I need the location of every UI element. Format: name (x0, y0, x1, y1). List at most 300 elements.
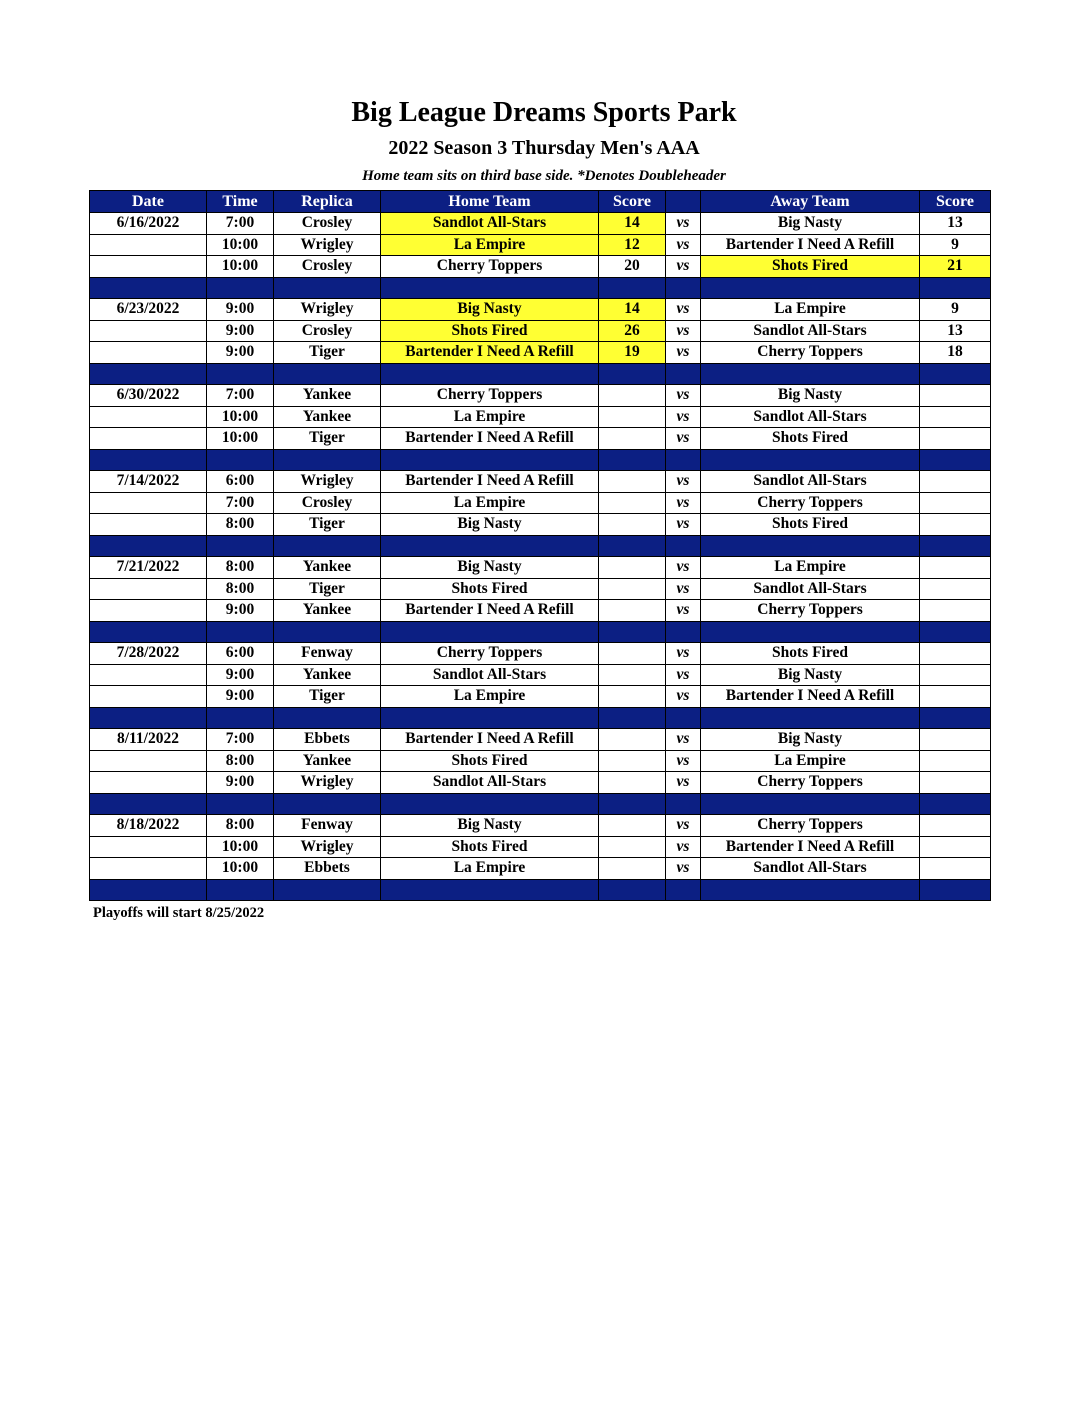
time-cell: 7:00 (207, 213, 274, 235)
away-score-cell (920, 815, 991, 837)
replica-cell: Fenway (274, 643, 381, 665)
separator-cell (207, 793, 274, 815)
vs-cell: vs (666, 815, 701, 837)
away-team-cell: Bartender I Need A Refill (701, 686, 920, 708)
date-cell (90, 750, 207, 772)
separator-cell (701, 277, 920, 299)
home-score-cell: 26 (599, 320, 666, 342)
separator-cell (599, 621, 666, 643)
time-cell: 10:00 (207, 836, 274, 858)
table-row (90, 342, 991, 364)
table-row (90, 643, 991, 665)
away-team-cell: Cherry Toppers (701, 772, 920, 794)
home-score-cell (599, 750, 666, 772)
home-team-cell: Sandlot All-Stars (381, 772, 599, 794)
date-cell (90, 406, 207, 428)
replica-cell: Tiger (274, 686, 381, 708)
home-score-cell (599, 729, 666, 751)
time-cell: 10:00 (207, 234, 274, 256)
home-team-cell: Big Nasty (381, 815, 599, 837)
replica-cell: Tiger (274, 514, 381, 536)
table-row (90, 514, 991, 536)
away-team-cell: Shots Fired (701, 256, 920, 278)
week-separator-row (90, 793, 991, 815)
away-team-cell: Sandlot All-Stars (701, 578, 920, 600)
separator-cell (207, 277, 274, 299)
away-team-cell: Cherry Toppers (701, 492, 920, 514)
replica-cell: Wrigley (274, 471, 381, 493)
page-subtitle: 2022 Season 3 Thursday Men's AAA (388, 137, 700, 159)
separator-cell (207, 535, 274, 557)
home-team-cell: Cherry Toppers (381, 385, 599, 407)
time-cell: 7:00 (207, 729, 274, 751)
schedule-body (90, 213, 991, 901)
col-header-date: Date (90, 191, 207, 213)
replica-cell: Ebbets (274, 729, 381, 751)
schedule-table (89, 190, 991, 901)
separator-cell (599, 879, 666, 901)
separator-cell (90, 535, 207, 557)
away-team-cell: Sandlot All-Stars (701, 406, 920, 428)
time-cell: 9:00 (207, 299, 274, 321)
separator-cell (381, 449, 599, 471)
separator-cell (274, 793, 381, 815)
date-cell (90, 600, 207, 622)
table-header-row (90, 191, 991, 213)
home-team-cell: Shots Fired (381, 750, 599, 772)
separator-cell (381, 363, 599, 385)
week-separator-row (90, 363, 991, 385)
separator-cell (90, 277, 207, 299)
week-separator-row (90, 707, 991, 729)
away-score-cell: 18 (920, 342, 991, 364)
home-team-cell: Sandlot All-Stars (381, 664, 599, 686)
away-score-cell: 9 (920, 234, 991, 256)
table-row (90, 858, 991, 880)
separator-cell (666, 277, 701, 299)
vs-cell: vs (666, 858, 701, 880)
away-score-cell: 13 (920, 320, 991, 342)
separator-cell (920, 277, 991, 299)
replica-cell: Yankee (274, 385, 381, 407)
home-score-cell (599, 836, 666, 858)
col-header-vs (666, 191, 701, 213)
separator-cell (701, 879, 920, 901)
separator-cell (666, 535, 701, 557)
separator-cell (90, 707, 207, 729)
home-team-cell: La Empire (381, 406, 599, 428)
vs-cell: vs (666, 320, 701, 342)
separator-cell (207, 879, 274, 901)
date-cell (90, 492, 207, 514)
replica-cell: Yankee (274, 557, 381, 579)
separator-cell (666, 621, 701, 643)
away-score-cell (920, 514, 991, 536)
date-cell: 8/18/2022 (90, 815, 207, 837)
separator-cell (701, 449, 920, 471)
page-title: Big League Dreams Sports Park (351, 97, 737, 128)
table-row (90, 213, 991, 235)
away-team-cell: Big Nasty (701, 664, 920, 686)
home-team-cell: Bartender I Need A Refill (381, 600, 599, 622)
home-score-cell: 14 (599, 213, 666, 235)
table-row (90, 406, 991, 428)
home-team-cell: La Empire (381, 492, 599, 514)
separator-cell (274, 449, 381, 471)
replica-cell: Yankee (274, 406, 381, 428)
away-score-cell (920, 750, 991, 772)
away-score-cell (920, 385, 991, 407)
vs-cell: vs (666, 600, 701, 622)
replica-cell: Yankee (274, 750, 381, 772)
separator-cell (666, 363, 701, 385)
separator-cell (274, 621, 381, 643)
away-team-cell: La Empire (701, 750, 920, 772)
week-separator-row (90, 277, 991, 299)
table-row (90, 750, 991, 772)
col-header-away-score: Score (920, 191, 991, 213)
separator-cell (701, 707, 920, 729)
date-cell: 7/21/2022 (90, 557, 207, 579)
home-team-cell: Bartender I Need A Refill (381, 729, 599, 751)
separator-cell (599, 277, 666, 299)
table-row (90, 686, 991, 708)
time-cell: 10:00 (207, 858, 274, 880)
replica-cell: Yankee (274, 664, 381, 686)
separator-cell (207, 449, 274, 471)
home-team-cell: Shots Fired (381, 836, 599, 858)
replica-cell: Crosley (274, 492, 381, 514)
col-header-away-team: Away Team (701, 191, 920, 213)
home-team-cell: Shots Fired (381, 320, 599, 342)
separator-cell (90, 621, 207, 643)
away-score-cell (920, 471, 991, 493)
vs-cell: vs (666, 750, 701, 772)
replica-cell: Wrigley (274, 836, 381, 858)
away-team-cell: Sandlot All-Stars (701, 471, 920, 493)
time-cell: 10:00 (207, 256, 274, 278)
date-cell: 8/11/2022 (90, 729, 207, 751)
separator-cell (599, 707, 666, 729)
vs-cell: vs (666, 428, 701, 450)
home-team-cell: Cherry Toppers (381, 643, 599, 665)
away-score-cell (920, 428, 991, 450)
date-cell: 6/23/2022 (90, 299, 207, 321)
separator-cell (920, 363, 991, 385)
vs-cell: vs (666, 578, 701, 600)
date-cell (90, 686, 207, 708)
away-team-cell: Big Nasty (701, 729, 920, 751)
time-cell: 7:00 (207, 385, 274, 407)
date-cell: 7/28/2022 (90, 643, 207, 665)
vs-cell: vs (666, 729, 701, 751)
table-row (90, 729, 991, 751)
replica-cell: Wrigley (274, 299, 381, 321)
table-row (90, 471, 991, 493)
separator-cell (701, 621, 920, 643)
away-team-cell: La Empire (701, 557, 920, 579)
away-score-cell (920, 729, 991, 751)
date-cell (90, 428, 207, 450)
home-score-cell (599, 406, 666, 428)
table-row (90, 578, 991, 600)
home-score-cell (599, 428, 666, 450)
replica-cell: Tiger (274, 342, 381, 364)
time-cell: 9:00 (207, 686, 274, 708)
table-row (90, 256, 991, 278)
away-score-cell (920, 836, 991, 858)
separator-cell (599, 793, 666, 815)
home-score-cell (599, 600, 666, 622)
date-cell (90, 858, 207, 880)
home-score-cell: 19 (599, 342, 666, 364)
home-score-cell: 12 (599, 234, 666, 256)
replica-cell: Ebbets (274, 858, 381, 880)
away-team-cell: Cherry Toppers (701, 600, 920, 622)
time-cell: 8:00 (207, 578, 274, 600)
home-score-cell: 14 (599, 299, 666, 321)
home-team-cell: La Empire (381, 858, 599, 880)
away-team-cell: Bartender I Need A Refill (701, 234, 920, 256)
away-score-cell (920, 557, 991, 579)
separator-cell (666, 879, 701, 901)
vs-cell: vs (666, 471, 701, 493)
separator-cell (90, 363, 207, 385)
separator-cell (381, 621, 599, 643)
separator-cell (274, 707, 381, 729)
separator-cell (920, 707, 991, 729)
date-cell: 7/14/2022 (90, 471, 207, 493)
table-row (90, 234, 991, 256)
home-team-cell: Cherry Toppers (381, 256, 599, 278)
table-row (90, 428, 991, 450)
separator-cell (920, 535, 991, 557)
separator-cell (274, 879, 381, 901)
vs-cell: vs (666, 385, 701, 407)
week-separator-row (90, 449, 991, 471)
date-cell (90, 514, 207, 536)
time-cell: 10:00 (207, 428, 274, 450)
home-score-cell (599, 578, 666, 600)
home-score-cell (599, 385, 666, 407)
table-row (90, 772, 991, 794)
separator-cell (274, 535, 381, 557)
replica-cell: Wrigley (274, 234, 381, 256)
table-row (90, 385, 991, 407)
home-team-cell: Bartender I Need A Refill (381, 428, 599, 450)
home-score-cell (599, 471, 666, 493)
playoffs-note: Playoffs will start 8/25/2022 (93, 905, 265, 921)
table-row (90, 557, 991, 579)
col-header-time: Time (207, 191, 274, 213)
away-score-cell (920, 643, 991, 665)
vs-cell: vs (666, 514, 701, 536)
separator-cell (90, 879, 207, 901)
away-team-cell: Cherry Toppers (701, 815, 920, 837)
vs-cell: vs (666, 664, 701, 686)
time-cell: 8:00 (207, 514, 274, 536)
time-cell: 8:00 (207, 815, 274, 837)
col-header-replica: Replica (274, 191, 381, 213)
separator-cell (274, 363, 381, 385)
vs-cell: vs (666, 256, 701, 278)
week-separator-row (90, 879, 991, 901)
separator-cell (666, 793, 701, 815)
schedule-note: Home team sits on third base side. *Denotes Doubleheader (362, 168, 726, 184)
date-cell (90, 836, 207, 858)
away-team-cell: Big Nasty (701, 213, 920, 235)
replica-cell: Crosley (274, 213, 381, 235)
date-cell: 6/16/2022 (90, 213, 207, 235)
separator-cell (381, 535, 599, 557)
separator-cell (920, 793, 991, 815)
col-header-home-score: Score (599, 191, 666, 213)
home-team-cell: Shots Fired (381, 578, 599, 600)
away-score-cell: 13 (920, 213, 991, 235)
time-cell: 6:00 (207, 643, 274, 665)
home-score-cell (599, 772, 666, 794)
separator-cell (701, 793, 920, 815)
vs-cell: vs (666, 836, 701, 858)
date-cell (90, 664, 207, 686)
away-score-cell (920, 578, 991, 600)
separator-cell (701, 363, 920, 385)
week-separator-row (90, 535, 991, 557)
date-cell (90, 320, 207, 342)
away-team-cell: Big Nasty (701, 385, 920, 407)
separator-cell (90, 449, 207, 471)
away-team-cell: Shots Fired (701, 428, 920, 450)
date-cell: 6/30/2022 (90, 385, 207, 407)
separator-cell (920, 879, 991, 901)
separator-cell (701, 535, 920, 557)
separator-cell (599, 363, 666, 385)
time-cell: 9:00 (207, 320, 274, 342)
date-cell (90, 234, 207, 256)
table-row (90, 299, 991, 321)
replica-cell: Wrigley (274, 772, 381, 794)
replica-cell: Tiger (274, 578, 381, 600)
date-cell (90, 772, 207, 794)
home-team-cell: La Empire (381, 234, 599, 256)
away-team-cell: Sandlot All-Stars (701, 858, 920, 880)
time-cell: 8:00 (207, 557, 274, 579)
home-score-cell (599, 858, 666, 880)
replica-cell: Fenway (274, 815, 381, 837)
away-score-cell: 9 (920, 299, 991, 321)
date-cell (90, 256, 207, 278)
vs-cell: vs (666, 772, 701, 794)
time-cell: 10:00 (207, 406, 274, 428)
week-separator-row (90, 621, 991, 643)
home-score-cell: 20 (599, 256, 666, 278)
separator-cell (666, 449, 701, 471)
separator-cell (920, 621, 991, 643)
separator-cell (666, 707, 701, 729)
table-row (90, 600, 991, 622)
away-team-cell: Sandlot All-Stars (701, 320, 920, 342)
time-cell: 9:00 (207, 772, 274, 794)
separator-cell (207, 621, 274, 643)
vs-cell: vs (666, 234, 701, 256)
home-team-cell: Bartender I Need A Refill (381, 342, 599, 364)
away-score-cell (920, 406, 991, 428)
home-team-cell: Sandlot All-Stars (381, 213, 599, 235)
table-row (90, 815, 991, 837)
time-cell: 9:00 (207, 664, 274, 686)
away-team-cell: La Empire (701, 299, 920, 321)
vs-cell: vs (666, 406, 701, 428)
home-score-cell (599, 664, 666, 686)
home-score-cell (599, 557, 666, 579)
away-score-cell (920, 492, 991, 514)
home-team-cell: Big Nasty (381, 514, 599, 536)
table-row (90, 836, 991, 858)
separator-cell (381, 879, 599, 901)
home-score-cell (599, 492, 666, 514)
time-cell: 9:00 (207, 342, 274, 364)
away-score-cell (920, 686, 991, 708)
separator-cell (381, 707, 599, 729)
home-team-cell: Big Nasty (381, 299, 599, 321)
separator-cell (274, 277, 381, 299)
separator-cell (381, 277, 599, 299)
time-cell: 9:00 (207, 600, 274, 622)
replica-cell: Tiger (274, 428, 381, 450)
home-score-cell (599, 815, 666, 837)
home-team-cell: Big Nasty (381, 557, 599, 579)
away-score-cell (920, 600, 991, 622)
away-team-cell: Shots Fired (701, 514, 920, 536)
date-cell (90, 342, 207, 364)
separator-cell (381, 793, 599, 815)
time-cell: 7:00 (207, 492, 274, 514)
away-team-cell: Bartender I Need A Refill (701, 836, 920, 858)
table-row (90, 320, 991, 342)
home-score-cell (599, 643, 666, 665)
away-score-cell (920, 772, 991, 794)
time-cell: 6:00 (207, 471, 274, 493)
replica-cell: Crosley (274, 320, 381, 342)
time-cell: 8:00 (207, 750, 274, 772)
vs-cell: vs (666, 643, 701, 665)
home-team-cell: Bartender I Need A Refill (381, 471, 599, 493)
away-score-cell (920, 858, 991, 880)
separator-cell (90, 793, 207, 815)
vs-cell: vs (666, 557, 701, 579)
table-row (90, 492, 991, 514)
home-team-cell: La Empire (381, 686, 599, 708)
away-team-cell: Shots Fired (701, 643, 920, 665)
away-score-cell: 21 (920, 256, 991, 278)
separator-cell (599, 535, 666, 557)
separator-cell (599, 449, 666, 471)
vs-cell: vs (666, 342, 701, 364)
away-score-cell (920, 664, 991, 686)
home-score-cell (599, 514, 666, 536)
separator-cell (920, 449, 991, 471)
replica-cell: Yankee (274, 600, 381, 622)
separator-cell (207, 363, 274, 385)
vs-cell: vs (666, 299, 701, 321)
vs-cell: vs (666, 213, 701, 235)
vs-cell: vs (666, 686, 701, 708)
home-score-cell (599, 686, 666, 708)
away-team-cell: Cherry Toppers (701, 342, 920, 364)
col-header-home-team: Home Team (381, 191, 599, 213)
separator-cell (207, 707, 274, 729)
table-row (90, 664, 991, 686)
